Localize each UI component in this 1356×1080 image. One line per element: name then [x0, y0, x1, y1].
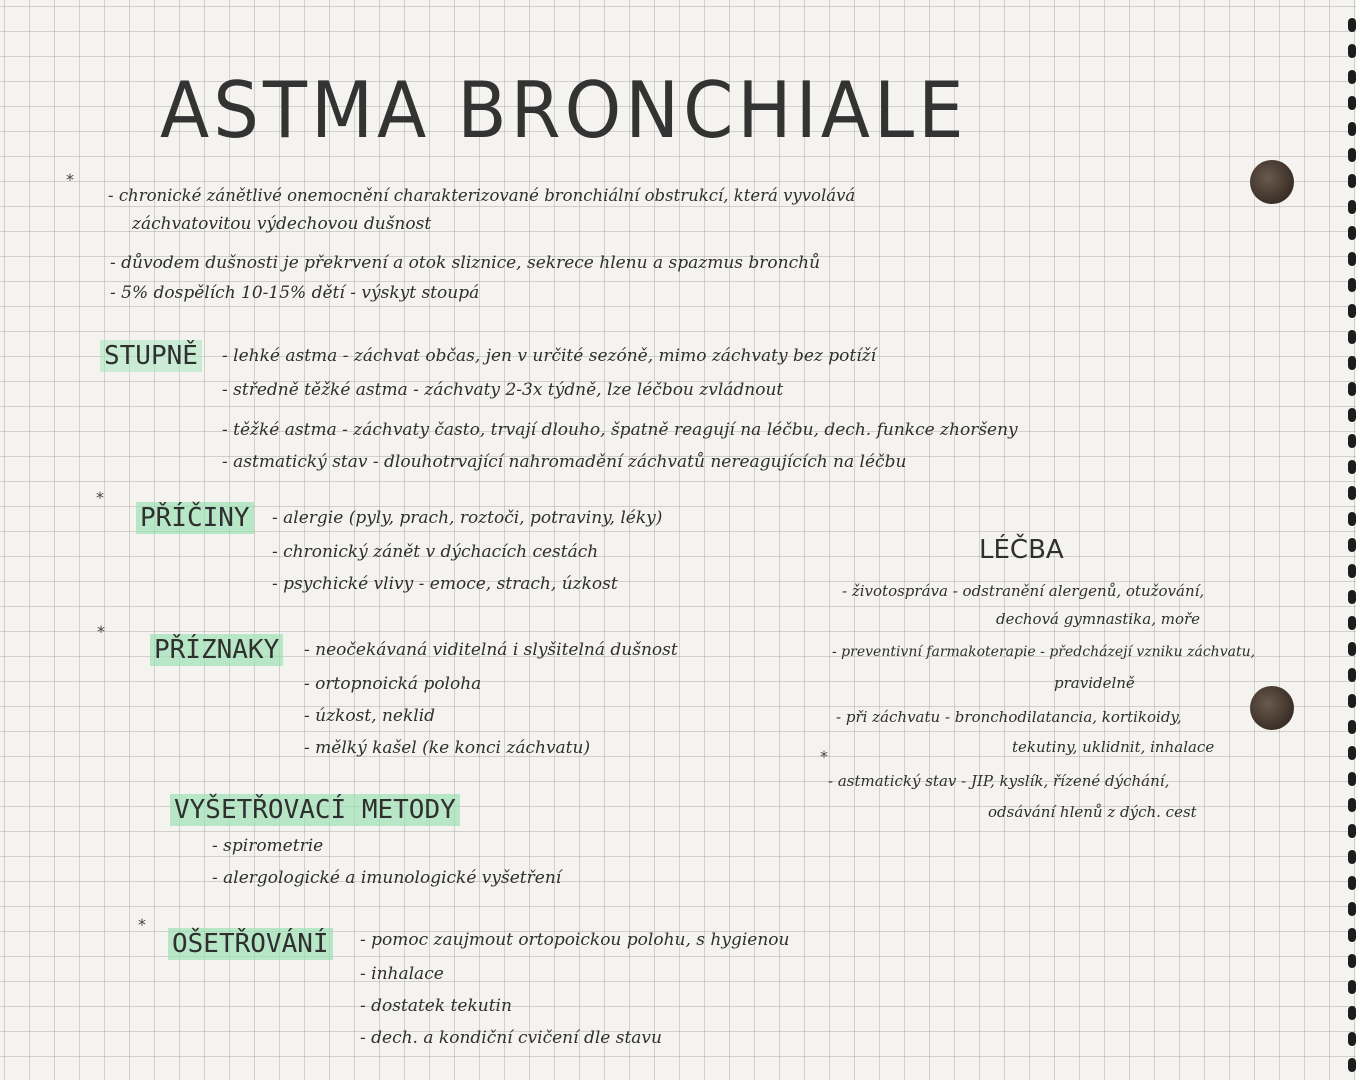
- lecba-line: pravidelně: [1054, 674, 1135, 692]
- lecba-heading: LÉČBA: [979, 535, 1064, 565]
- lecba-line: - preventivní farmakoterapie - předcházejí vzniku záchvatu,: [832, 644, 1256, 660]
- vysetrovaci-heading: VYŠETŘOVACÍ METODY: [170, 794, 460, 826]
- intro-line: - důvodem dušnosti je překrvení a otok sliznice, sekrece hlenu a spazmus bronchů: [110, 253, 821, 273]
- binder-hole: [1250, 160, 1294, 204]
- margin-mark: *: [138, 915, 146, 934]
- intro-line: - 5% dospělích 10-15% dětí - výskyt stoupá: [110, 283, 480, 303]
- margin-mark: *: [820, 747, 828, 766]
- priciny-item: - alergie (pyly, prach, roztoči, potraviny, léky): [272, 508, 663, 528]
- lecba-line: odsávání hlenů z dých. cest: [988, 803, 1197, 821]
- osetrovani-item: - inhalace: [360, 964, 444, 984]
- vysetrovaci-item: - spirometrie: [212, 836, 324, 856]
- lecba-line: - životospráva - odstranění alergenů, otužování,: [842, 582, 1205, 600]
- priciny-item: - psychické vlivy - emoce, strach, úzkost: [272, 574, 618, 594]
- stupne-heading: STUPNĚ: [100, 340, 202, 372]
- lecba-line: - astmatický stav - JIP, kyslík, řízené dýchání,: [828, 772, 1170, 790]
- stupne-item: - středně těžké astma - záchvaty 2-3x týdně, lze léčbou zvládnout: [222, 380, 784, 400]
- lecba-line: dechová gymnastika, moře: [996, 610, 1201, 628]
- lecba-line: tekutiny, uklidnit, inhalace: [1012, 738, 1215, 756]
- priciny-heading: PŘÍČINY: [136, 502, 254, 534]
- osetrovani-item: - dostatek tekutin: [360, 996, 512, 1016]
- lecba-line: - při záchvatu - bronchodilatancia, kortikoidy,: [836, 708, 1182, 726]
- osetrovani-item: - dech. a kondiční cvičení dle stavu: [360, 1028, 662, 1048]
- intro-line: - chronické zánětlivé onemocnění charakterizované bronchiální obstrukcí, která vyvolává: [108, 186, 856, 205]
- osetrovani-heading: OŠETŘOVÁNÍ: [168, 928, 333, 960]
- page-title: ASTMA BRONCHIALE: [160, 64, 968, 156]
- priznaky-heading: PŘÍZNAKY: [150, 634, 283, 666]
- osetrovani-item: - pomoc zaujmout ortopoickou polohu, s hygienou: [360, 930, 790, 950]
- stupne-item: - lehké astma - záchvat občas, jen v určité sezóně, mimo záchvaty bez potíží: [222, 346, 877, 366]
- margin-mark: *: [97, 622, 105, 641]
- intro-line: záchvatovitou výdechovou dušnost: [132, 214, 432, 234]
- priznaky-item: - úzkost, neklid: [304, 706, 436, 726]
- vysetrovaci-item: - alergologické a imunologické vyšetření: [212, 868, 562, 888]
- binder-hole: [1250, 686, 1294, 730]
- margin-mark: *: [96, 488, 104, 507]
- priznaky-item: - mělký kašel (ke konci záchvatu): [304, 738, 591, 758]
- stupne-item: - těžké astma - záchvaty často, trvají dlouho, špatně reagují na léčbu, dech. funkce zhoršeny: [222, 420, 1018, 440]
- priznaky-item: - ortopnoická poloha: [304, 674, 482, 694]
- stupne-item: - astmatický stav - dlouhotrvající nahromadění záchvatů nereagujících na léčbu: [222, 452, 907, 472]
- margin-mark: *: [66, 170, 74, 189]
- priciny-item: - chronický zánět v dýchacích cestách: [272, 542, 599, 562]
- priznaky-item: - neočekávaná viditelná i slyšitelná dušnost: [304, 640, 678, 660]
